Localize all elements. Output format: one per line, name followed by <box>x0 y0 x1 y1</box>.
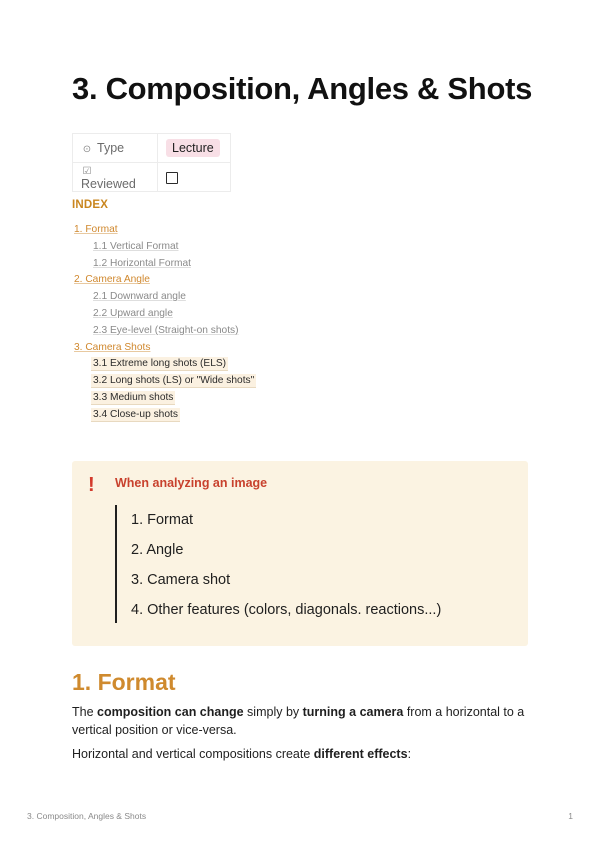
type-tag[interactable]: Lecture <box>166 139 220 157</box>
property-key-label: Reviewed <box>81 177 136 191</box>
toc-item[interactable]: 3.3 Medium shots <box>93 391 174 403</box>
section-heading: 1. Format <box>72 669 176 695</box>
property-value-reviewed[interactable] <box>158 163 231 192</box>
properties-table <box>72 133 231 192</box>
page-title: 3. Composition, Angles & Shots <box>72 71 533 106</box>
toc-item[interactable]: 1. Format <box>74 224 118 235</box>
index-heading: INDEX <box>72 199 109 211</box>
list-item: 1. Format <box>131 512 194 528</box>
toc-item[interactable]: 2.2 Upward angle <box>93 307 173 319</box>
toc-item[interactable]: 1.1 Vertical Format <box>93 240 179 252</box>
toc-item[interactable]: 2.1 Downward angle <box>93 291 186 303</box>
toc-item[interactable]: 3.2 Long shots (LS) or "Wide shots" <box>93 375 255 387</box>
property-key-type <box>73 134 158 163</box>
property-key-label: Type <box>97 141 125 155</box>
callout-title: When analyzing an image <box>115 476 268 490</box>
page-number: 1 <box>568 811 573 821</box>
property-key-reviewed <box>73 163 158 192</box>
toc-item[interactable]: 3. Camera Shots <box>74 341 151 353</box>
property-row-type <box>73 134 231 163</box>
list-item: 4. Other features (colors, diagonals. reactions...) <box>131 602 442 618</box>
bold-text: different effects <box>313 747 408 761</box>
exclamation-icon: ! <box>88 474 95 496</box>
property-row-reviewed <box>73 163 231 192</box>
checkbox-icon: ☑ <box>82 166 92 177</box>
status-icon: ⊙ <box>82 144 92 155</box>
reviewed-checkbox[interactable] <box>166 172 178 184</box>
toc-item[interactable]: 2. Camera Angle <box>74 274 150 286</box>
toc-item[interactable]: 3.4 Close-up shots <box>93 408 178 420</box>
toc-item[interactable]: 3.1 Extreme long shots (ELS) <box>93 358 227 370</box>
callout-box <box>72 461 528 646</box>
list-item: 3. Camera shot <box>131 572 231 588</box>
property-value-type[interactable] <box>158 134 231 163</box>
bold-text: composition can change <box>97 705 244 719</box>
footer-title: 3. Composition, Angles & Shots <box>27 811 147 821</box>
toc-item[interactable]: 1.2 Horizontal Format <box>93 257 191 269</box>
paragraph: Horizontal and vertical compositions create different effects: <box>72 747 412 761</box>
toc-item[interactable]: 2.3 Eye-level (Straight-on shots) <box>93 324 239 336</box>
bold-text: turning a camera <box>302 705 404 719</box>
quote-block <box>115 505 441 623</box>
table-of-contents <box>72 222 256 424</box>
paragraph: The composition can change simply by turning a camera from a horizontal to a vertical position or vice-versa. <box>72 705 525 737</box>
list-item: 2. Angle <box>131 542 184 558</box>
